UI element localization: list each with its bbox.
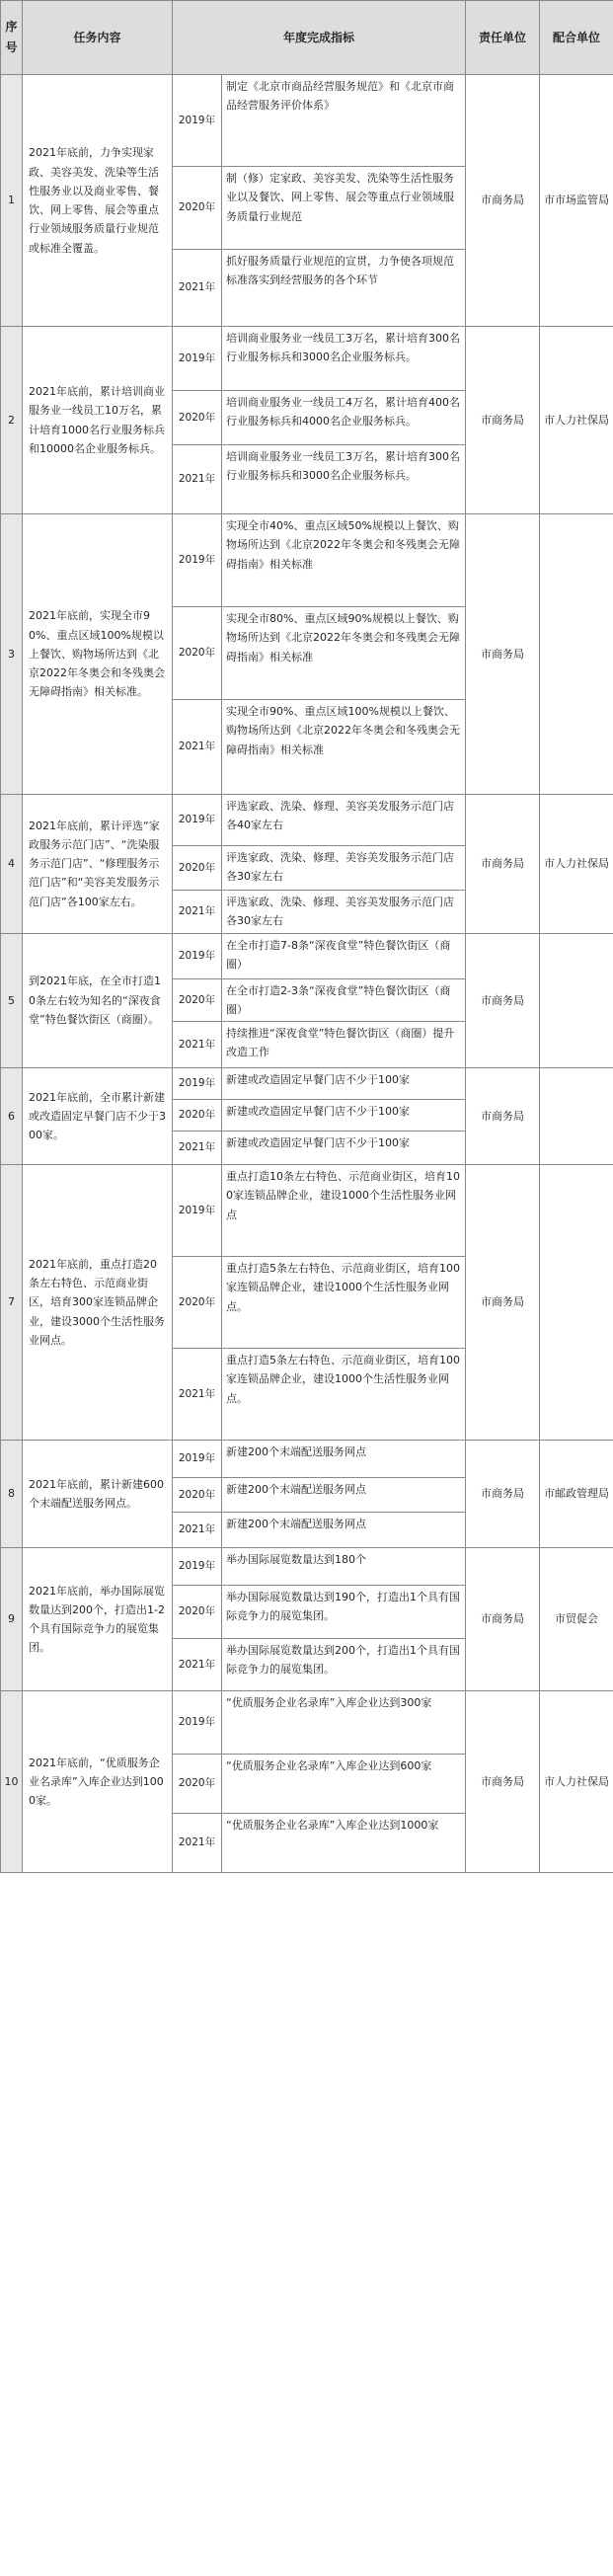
row-number: 2 (1, 327, 23, 514)
table-row (1, 327, 613, 391)
table-row (1, 1068, 613, 1100)
task-content: 2021年底前，实现全市90%、重点区域100%规模以上餐饮、购物场所达到《北京2022年冬奥会和冬残奥会无障碍指南》相关标准。 (23, 514, 173, 795)
responsible-unit: 市商务局 (466, 795, 540, 934)
row-number: 8 (1, 1441, 23, 1548)
year-label: 2021年 (173, 250, 222, 327)
year-indicator: 重点打造10条左右特色、示范商业街区，培育100家连锁品牌企业，建设1000个生活性服务业网点 (222, 1165, 466, 1257)
cooperating-unit: 市人力社保局 (540, 795, 613, 934)
year-indicator: 新建200个末端配送服务网点 (222, 1513, 466, 1548)
cooperating-unit: 市人力社保局 (540, 1691, 613, 1873)
year-indicator: 培训商业服务业一线员工4万名，累计培育400名行业服务标兵和4000名企业服务标兵。 (222, 391, 466, 445)
cooperating-unit: 市贸促会 (540, 1548, 613, 1691)
year-label: 2020年 (173, 391, 222, 445)
year-indicator: 新建200个末端配送服务网点 (222, 1441, 466, 1478)
year-label: 2019年 (173, 514, 222, 607)
cooperating-unit (540, 1068, 613, 1165)
header-no: 序号 (1, 1, 23, 75)
year-indicator: “优质服务企业名录库”入库企业达到600家 (222, 1755, 466, 1814)
year-indicator: 举办国际展览数量达到180个 (222, 1548, 466, 1586)
year-label: 2020年 (173, 1586, 222, 1639)
header-task: 任务内容 (23, 1, 173, 75)
cooperating-unit (540, 1165, 613, 1441)
year-indicator: 培训商业服务业一线员工3万名，累计培育300名行业服务标兵和3000名企业服务标兵。 (222, 327, 466, 391)
header-row (1, 1, 613, 75)
year-indicator: 制定《北京市商品经营服务规范》和《北京市商品经营服务评价体系》 (222, 75, 466, 167)
responsible-unit: 市商务局 (466, 1548, 540, 1691)
table-row (1, 1548, 613, 1586)
row-number: 3 (1, 514, 23, 795)
task-content: 到2021年底，在全市打造10条左右较为知名的“深夜食堂”特色餐饮街区（商圈）。 (23, 933, 173, 1068)
task-content: 2021年底前，累计新建600个末端配送服务网点。 (23, 1441, 173, 1548)
responsible-unit: 市商务局 (466, 1068, 540, 1165)
task-content: 2021年底前，举办国际展览数量达到200个，打造出1-2个具有国际竞争力的展览集团。 (23, 1548, 173, 1691)
year-indicator: 抓好服务质量行业规范的宣贯，力争使各项规范标准落实到经营服务的各个环节 (222, 250, 466, 327)
year-label: 2020年 (173, 1478, 222, 1513)
year-indicator: 实现全市80%、重点区域90%规模以上餐饮、购物场所达到《北京2022年冬奥会和冬残奥会无障碍指南》相关标准 (222, 607, 466, 700)
year-indicator: 举办国际展览数量达到190个，打造出1个具有国际竞争力的展览集团。 (222, 1586, 466, 1639)
year-label: 2020年 (173, 978, 222, 1022)
row-number: 10 (1, 1691, 23, 1873)
responsible-unit: 市商务局 (466, 1441, 540, 1548)
year-indicator: 在全市打造2-3条“深夜食堂”特色餐饮街区（商圈） (222, 978, 466, 1022)
year-label: 2020年 (173, 1257, 222, 1349)
task-content: 2021年底前，重点打造20条左右特色、示范商业街区，培育300家连锁品牌企业，建设3000个生活性服务业网点。 (23, 1165, 173, 1441)
year-indicator: 培训商业服务业一线员工3万名，累计培育300名行业服务标兵和3000名企业服务标兵。 (222, 445, 466, 514)
table-row (1, 1441, 613, 1478)
year-label: 2021年 (173, 1132, 222, 1165)
table-row (1, 1165, 613, 1257)
year-label: 2020年 (173, 167, 222, 250)
year-indicator: 新建或改造固定早餐门店不少于100家 (222, 1100, 466, 1132)
header-cooperating: 配合单位 (540, 1, 613, 75)
year-label: 2019年 (173, 1165, 222, 1257)
responsible-unit: 市商务局 (466, 514, 540, 795)
year-indicator: 持续推进“深夜食堂”特色餐饮街区（商圈）提升改造工作 (222, 1022, 466, 1068)
table-row (1, 514, 613, 607)
year-indicator: 新建或改造固定早餐门店不少于100家 (222, 1068, 466, 1100)
table-row (1, 795, 613, 846)
year-indicator: 评选家政、洗染、修理、美容美发服务示范门店各40家左右 (222, 795, 466, 846)
year-indicator: “优质服务企业名录库”入库企业达到1000家 (222, 1814, 466, 1873)
row-number: 9 (1, 1548, 23, 1691)
cooperating-unit: 市市场监管局 (540, 75, 613, 327)
row-number: 5 (1, 933, 23, 1068)
year-indicator: “优质服务企业名录库”入库企业达到300家 (222, 1691, 466, 1755)
year-label: 2021年 (173, 1513, 222, 1548)
header-indicator: 年度完成指标 (173, 1, 466, 75)
year-indicator: 新建或改造固定早餐门店不少于100家 (222, 1132, 466, 1165)
year-indicator: 新建200个末端配送服务网点 (222, 1478, 466, 1513)
responsible-unit: 市商务局 (466, 75, 540, 327)
task-content: 2021年底前，“优质服务企业名录库”入库企业达到1000家。 (23, 1691, 173, 1873)
year-label: 2019年 (173, 327, 222, 391)
responsible-unit: 市商务局 (466, 1165, 540, 1441)
cooperating-unit: 市邮政管理局 (540, 1441, 613, 1548)
year-indicator: 评选家政、洗染、修理、美容美发服务示范门店各30家左右 (222, 891, 466, 934)
year-label: 2020年 (173, 1755, 222, 1814)
task-content: 2021年底前，全市累计新建或改造固定早餐门店不少于300家。 (23, 1068, 173, 1165)
task-content: 2021年底前，力争实现家政、美容美发、洗染等生活性服务业以及商业零售、餐饮、网上零售、展会等重点行业领域服务质量行业规范或标准全覆盖。 (23, 75, 173, 327)
year-indicator: 实现全市40%、重点区域50%规模以上餐饮、购物场所达到《北京2022年冬奥会和冬残奥会无障碍指南》相关标准 (222, 514, 466, 607)
year-label: 2021年 (173, 1814, 222, 1873)
year-label: 2020年 (173, 846, 222, 891)
row-number: 6 (1, 1068, 23, 1165)
year-label: 2019年 (173, 795, 222, 846)
year-indicator: 制（修）定家政、美容美发、洗染等生活性服务业以及餐饮、网上零售、展会等重点行业领域服务质量行业规范 (222, 167, 466, 250)
year-label: 2020年 (173, 1100, 222, 1132)
year-label: 2021年 (173, 891, 222, 934)
year-label: 2019年 (173, 933, 222, 978)
cooperating-unit (540, 933, 613, 1068)
year-label: 2021年 (173, 1349, 222, 1441)
task-content: 2021年底前，累计评选“家政服务示范门店”、“洗染服务示范门店”、“修理服务示范门店”和“美容美发服务示范门店”各100家左右。 (23, 795, 173, 934)
cooperating-unit: 市人力社保局 (540, 327, 613, 514)
year-indicator: 实现全市90%、重点区域100%规模以上餐饮、购物场所达到《北京2022年冬奥会和冬残奥会无障碍指南》相关标准 (222, 700, 466, 795)
cooperating-unit (540, 514, 613, 795)
responsible-unit: 市商务局 (466, 933, 540, 1068)
year-label: 2021年 (173, 1022, 222, 1068)
responsible-unit: 市商务局 (466, 1691, 540, 1873)
year-label: 2019年 (173, 1068, 222, 1100)
year-label: 2021年 (173, 445, 222, 514)
row-number: 4 (1, 795, 23, 934)
year-label: 2019年 (173, 1548, 222, 1586)
year-indicator: 重点打造5条左右特色、示范商业街区，培育100家连锁品牌企业，建设1000个生活性服务业网点。 (222, 1257, 466, 1349)
responsible-unit: 市商务局 (466, 327, 540, 514)
year-label: 2019年 (173, 1691, 222, 1755)
year-label: 2019年 (173, 1441, 222, 1478)
year-indicator: 在全市打造7-8条“深夜食堂”特色餐饮街区（商圈） (222, 933, 466, 978)
table-row (1, 933, 613, 978)
task-content: 2021年底前，累计培训商业服务业一线员工10万名，累计培育1000名行业服务标兵和10000名企业服务标兵。 (23, 327, 173, 514)
table-row (1, 1691, 613, 1755)
year-indicator: 评选家政、洗染、修理、美容美发服务示范门店各30家左右 (222, 846, 466, 891)
year-label: 2020年 (173, 607, 222, 700)
row-number: 1 (1, 75, 23, 327)
year-label: 2019年 (173, 75, 222, 167)
year-indicator: 举办国际展览数量达到200个，打造出1个具有国际竞争力的展览集团。 (222, 1639, 466, 1691)
header-responsible: 责任单位 (466, 1, 540, 75)
year-label: 2021年 (173, 1639, 222, 1691)
year-label: 2021年 (173, 700, 222, 795)
year-indicator: 重点打造5条左右特色、示范商业街区，培育100家连锁品牌企业，建设1000个生活性服务业网点。 (222, 1349, 466, 1441)
table-body (1, 75, 613, 1873)
table-row (1, 75, 613, 167)
row-number: 7 (1, 1165, 23, 1441)
